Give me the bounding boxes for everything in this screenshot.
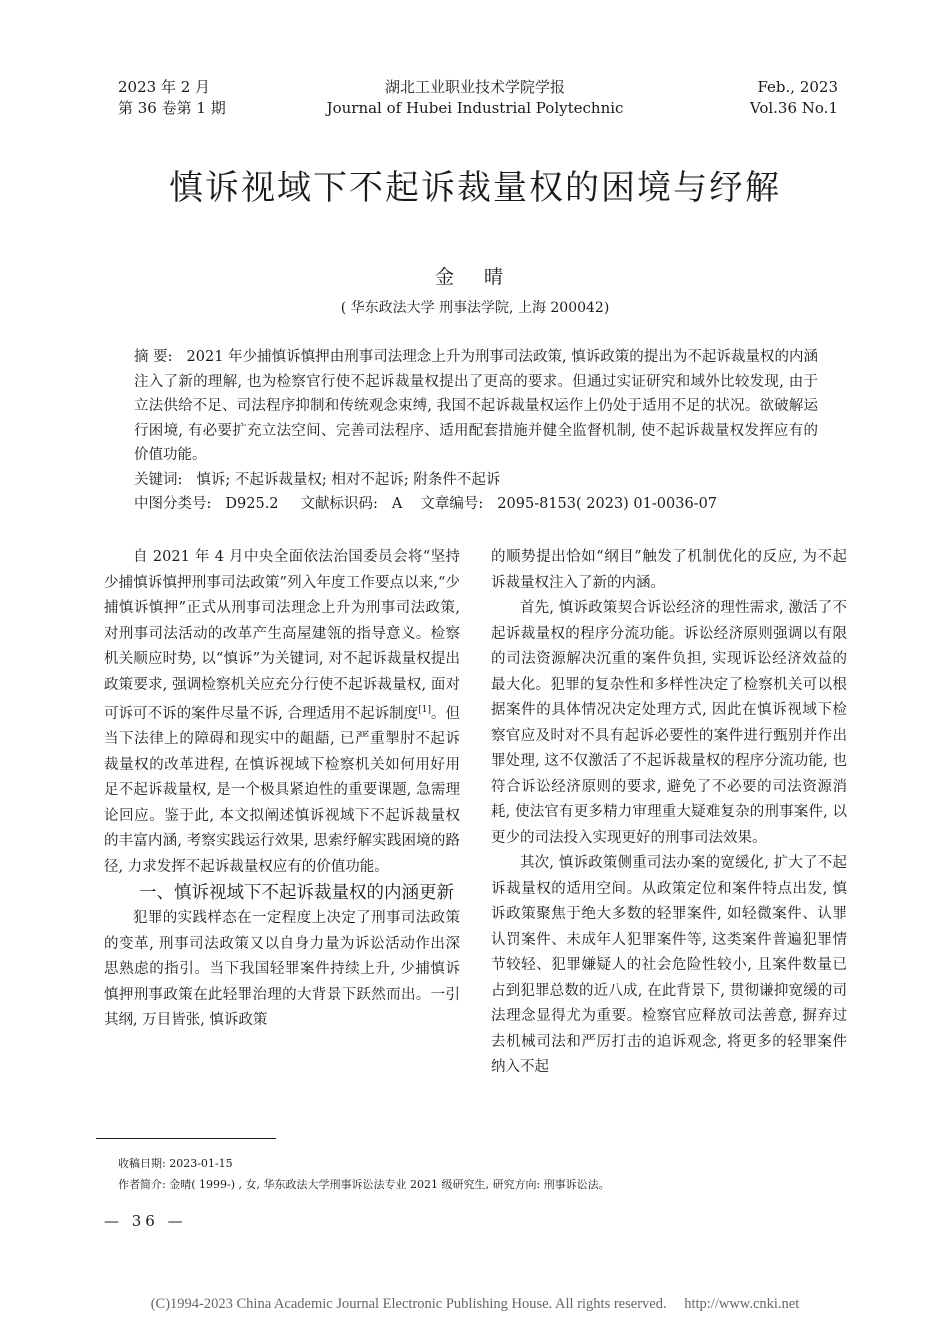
source-url[interactable]: http://www.cnki.net (684, 1296, 800, 1312)
keywords-text: 慎诉; 不起诉裁量权; 相对不起诉; 附条件不起诉 (196, 471, 501, 488)
article-author: 金 晴 (434, 266, 516, 288)
copyright-footer (0, 1296, 950, 1313)
body-paragraph: 的顺势提出恰如“纲目”触发了机制优化的反应, 为不起诉裁量权注入了新的内涵。 (491, 549, 847, 591)
clc-value: D925.2 (225, 496, 279, 512)
abstract-block (134, 345, 818, 517)
body-paragraph: 首先, 慎诉政策契合诉讼经济的理性需求, 激活了不起诉裁量权的程序分流功能。诉讼经济原则强调以有限的司法资源解决沉重的案件负担, 实现诉讼经济效益的最大化。犯罪的复杂性和多样性决定了检察机关可以根据案件的具体情况决定处理方式, 因此在慎诉视域下检察官应及时对不具有起诉必要性的案件进行甄别并作出罪处理, 这不仅激活了不起诉裁量权的程序分流功能, 也符合诉讼经济原则的要求, 避免了不必要的司法资源消耗, 使法官有更多精力审理重大疑难复杂的刑事案件, 以更少的司法投入实现更好的刑事司法效果。 (491, 600, 847, 846)
header-right (750, 77, 838, 119)
left-column (104, 545, 460, 1034)
journal-name-cn: 湖北工业职业技术学院学报 (384, 78, 565, 96)
footnote-divider (96, 1138, 276, 1139)
body-paragraph: 犯罪的实践样态在一定程度上决定了刑事司法政策的变革, 刑事司法政策又以自身力量为诉讼活动作出深思熟虑的指引。当下我国轻罪案件持续上升, 少捕慎诉慎押刑事政策在此轻罪治理的大背景下跃然而出。一引其纲, 万目皆张, 慎诉政策 (104, 910, 460, 1029)
journal-name-en: Journal of Hubei Industrial Polytechnic (326, 99, 624, 117)
citation-ref: [1] (418, 705, 431, 715)
received-date: 收稿日期: 2023-01-15 (118, 1157, 233, 1170)
article-no-value: 2095-8153( 2023) 01-0036-07 (497, 496, 718, 512)
page-number: — 36 — (104, 1212, 187, 1230)
classification-line (134, 492, 818, 517)
issue-date: 2023 年 2 月 (118, 78, 211, 96)
article-no-label: 文章编号: (420, 496, 484, 512)
abstract-label: 摘 要: (134, 349, 173, 365)
clc-label: 中图分类号: (134, 496, 212, 512)
intro-paragraph: 自 2021 年 4 月中央全面依法治国委员会将“坚持少捕慎诉慎押刑事司法政策”列入年度工作要点以来,“少捕慎诉慎押”正式从刑事司法理念上升为刑事司法政策, 对刑事司法活动的改革产生高屋建瓴的指导意义。检察机关顺应时势, 以“慎诉”为关键词, 对不起诉裁量权提出政策要求, 强调检察机关应充分行使不起诉裁量权, 面对可诉可不诉的案件尽量不诉, 合理适用不起诉制度[1]。但当下法律上的障碍和现实中的龃龉, 已严重掣肘不起诉裁量权的改革进程, 在慎诉视域下检察机关如何用好用足不起诉裁量权, 是一个极具紧迫性的重要课题, 急需理论回应。鉴于此, 本文拟阐述慎诉视域下不起诉裁量权的丰富内涵, 考察实践运行效果, 思索纾解实践困境的路径, 力求发挥不起诉裁量权应有的价值功能。 (104, 549, 460, 875)
abstract (134, 345, 818, 468)
article-title: 慎诉视域下不起诉裁量权的困境与纾解 (169, 168, 781, 208)
issue-volume: 第 36 卷第 1 期 (118, 99, 226, 117)
doc-code-value: A (391, 496, 403, 512)
author-affiliation: ( 华东政法大学 刑事法学院, 上海 200042) (340, 300, 610, 316)
right-column (491, 545, 847, 1081)
section-heading: 一、慎诉视域下不起诉裁量权的内涵更新 (139, 883, 454, 904)
issue-volume-en: Vol.36 No.1 (749, 99, 838, 117)
body-paragraph: 其次, 慎诉政策侧重司法办案的宽缓化, 扩大了不起诉裁量权的适用空间。从政策定位和案件特点出发, 慎诉政策聚焦于绝大多数的轻罪案件, 如轻微案件、认罪认罚案件、未成年人犯罪案件等, 这类案件普遍犯罪情节较轻、犯罪嫌疑人的社会危险性较小, 且案件数量已占到犯罪总数的近八成, 在此背景下, 贯彻谦抑宽缓的司法理念显得尤为重要。检察官应释放司法善意, 摒弃过去机械司法和严厉打击的追诉观念, 将更多的轻罪案件纳入不起 (491, 855, 847, 1075)
copyright-text: (C)1994-2023 China Academic Journal Electronic Publishing House. All rights reserved. (150, 1296, 667, 1312)
keywords-label: 关键词: (134, 471, 183, 488)
issue-date-en: Feb., 2023 (757, 78, 838, 96)
doc-code-label: 文献标识码: (300, 496, 378, 512)
abstract-text: 2021 年少捕慎诉慎押由刑事司法理念上升为刑事司法政策, 慎诉政策的提出为不起诉裁量权的内涵注入了新的理解, 也为检察官行使不起诉裁量权提出了更高的要求。但通过实证研究和域外比较发现, 由于立法供给不足、司法程序抑制和传统观念束缚, 我国不起诉裁量权运作上仍处于适用不足的状况。欲破解运行困境, 有必要扩充立法空间、完善司法程序、适用配套措施并健全监督机制, 使不起诉裁量权发挥应有的价值功能。 (134, 349, 818, 463)
author-bio: 作者简介: 金晴( 1999-) , 女, 华东政法大学刑事诉讼法专业 2021 级研究生, 研究方向: 刑事诉讼法。 (118, 1178, 610, 1191)
keywords (134, 468, 818, 493)
